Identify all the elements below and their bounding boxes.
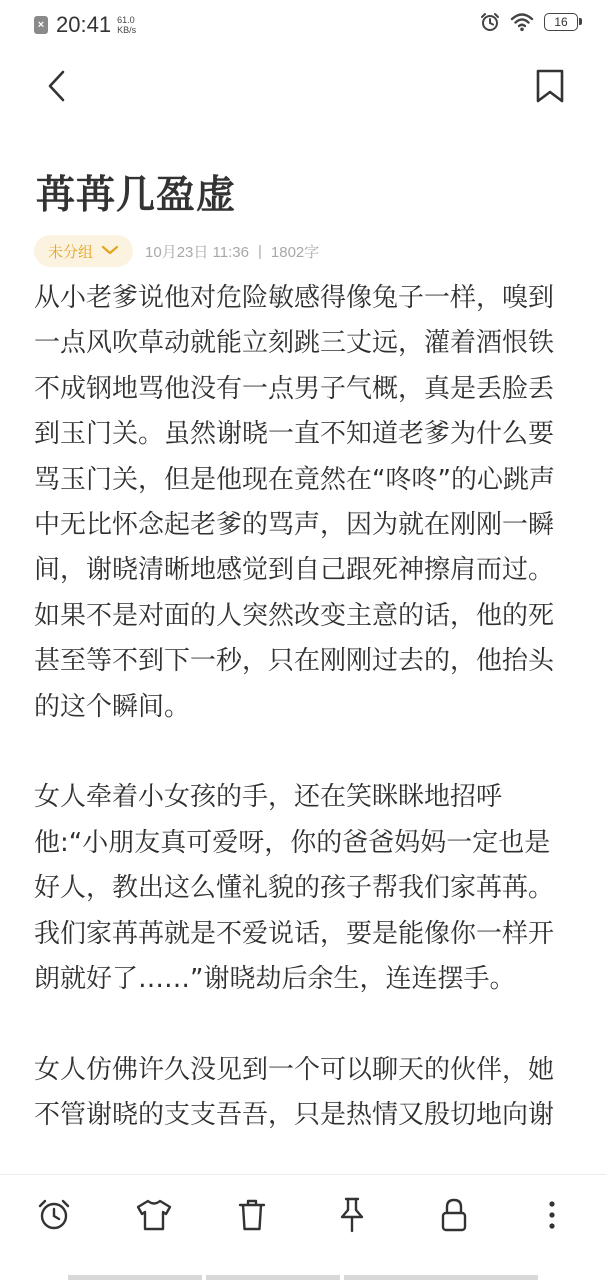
lock-button[interactable]	[432, 1195, 476, 1239]
bookmark-icon	[535, 68, 565, 108]
notification-icon: ×	[34, 16, 48, 34]
lock-icon	[439, 1196, 469, 1238]
note-body[interactable]	[34, 276, 574, 1174]
nav-indicator	[68, 1275, 202, 1280]
delete-button[interactable]	[230, 1195, 274, 1239]
note-meta	[34, 234, 319, 268]
clock-time: 20:41	[56, 12, 112, 37]
bottom-toolbar	[0, 1174, 606, 1261]
more-button[interactable]	[530, 1195, 574, 1239]
paragraph[interactable]: 女人牵着小女孩的手，还在笑眯眯地招呼他:“小朋友真可爱呀，你的爸爸妈妈一定也是好人，教出这么懂礼貌的孩子帮我们家苒苒。我们家苒苒就是不爱说话，要是能像你一样开朗就好了……”谢晓劫后余生，连连摆手。	[34, 782, 555, 995]
nav-indicator	[206, 1275, 340, 1280]
alarm-clock-icon	[36, 1197, 72, 1237]
paragraph[interactable]: 从小老爹说他对危险敏感得像兔子一样，嗅到一点风吹草动就能立刻跳三丈远，灌着酒恨铁不成钢地骂他没有一点男子气概，真是丢脸丢到玉门关。虽然谢晓一直不知道老爹为什么要骂玉门关，但是他现在竟然在“咚咚”的心跳声中无比怀念起老爹的骂声，因为就在刚刚一瞬间，谢晓清晰地感觉到自己跟死神擦肩而过。如果不是对面的人突然改变主意的话，他的死甚至等不到下一秒，只在刚刚过去的，他抬头的这个瞬间。	[34, 283, 555, 722]
status-bar	[0, 0, 606, 48]
network-speed	[117, 15, 136, 35]
battery-icon	[544, 13, 578, 31]
wifi-icon	[510, 12, 534, 32]
chevron-left-icon	[45, 69, 67, 107]
word-count: 1802字	[270, 243, 320, 261]
shirt-icon	[135, 1198, 173, 1236]
paragraph[interactable]: 女人仿佛许久没见到一个可以聊天的伙伴，她不管谢晓的支支吾吾，只是热情又殷切地向谢	[34, 1054, 555, 1131]
pin-icon	[337, 1196, 367, 1238]
network-speed-value: 61.0	[117, 15, 135, 25]
category-selector[interactable]	[34, 235, 133, 267]
status-right	[480, 12, 578, 32]
back-button[interactable]	[36, 66, 76, 110]
battery-level: 16	[554, 15, 568, 29]
category-label: 未分组	[48, 242, 94, 261]
theme-button[interactable]	[132, 1195, 176, 1239]
alarm-icon	[480, 12, 500, 32]
status-left	[34, 12, 136, 38]
note-title[interactable]: 苒苒几盈虚	[36, 173, 237, 218]
note-date: 10月23日 11:36	[145, 243, 249, 261]
nav-indicator	[344, 1275, 538, 1280]
trash-icon	[237, 1197, 267, 1237]
reminder-button[interactable]	[32, 1195, 76, 1239]
more-vertical-icon	[547, 1200, 557, 1234]
meta-separator: |	[257, 242, 262, 260]
pin-button[interactable]	[330, 1195, 374, 1239]
bookmark-button[interactable]	[530, 66, 570, 110]
network-speed-unit: KB/s	[117, 25, 137, 35]
chevron-down-icon	[93, 242, 119, 260]
